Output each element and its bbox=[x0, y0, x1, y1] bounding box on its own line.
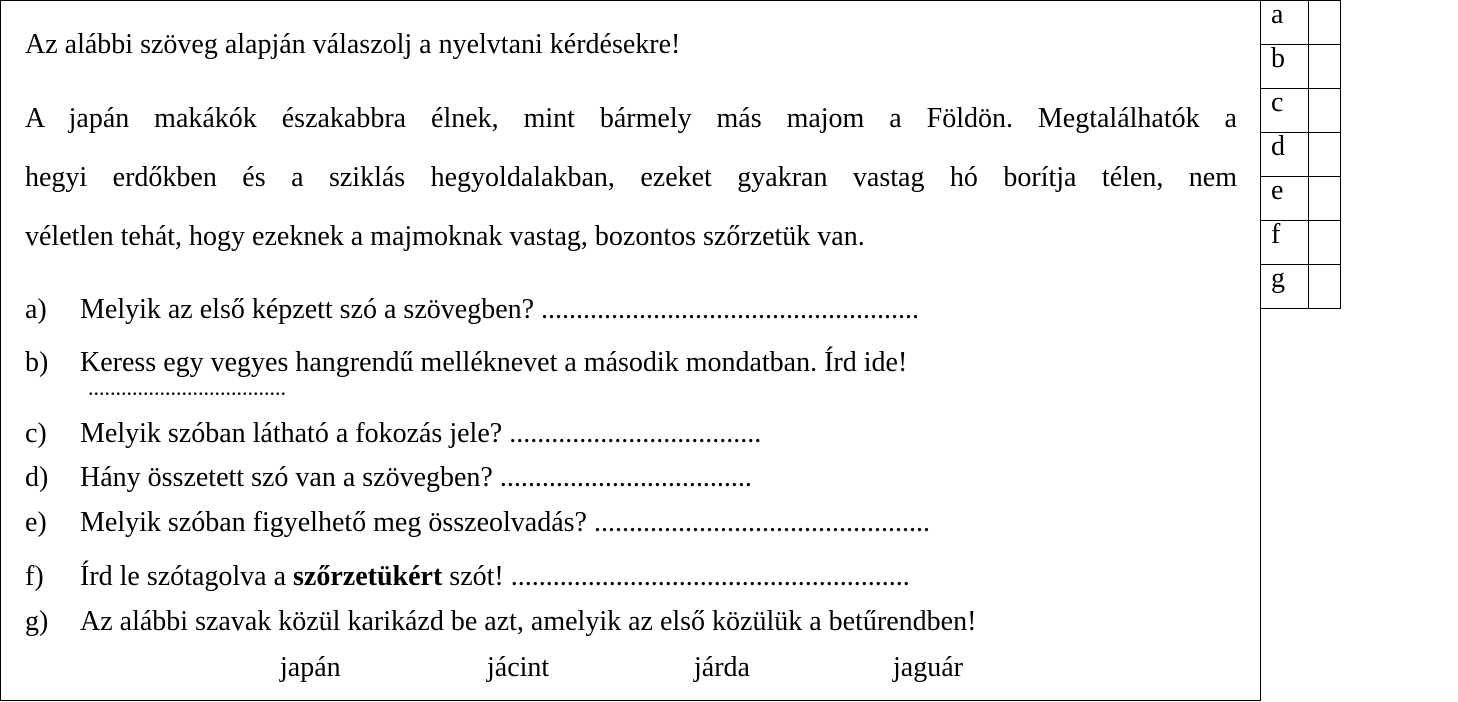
score-box-c[interactable] bbox=[1309, 89, 1341, 133]
score-letter-a: a bbox=[1261, 1, 1309, 45]
score-box-e[interactable] bbox=[1309, 177, 1341, 221]
answer-line-b[interactable]: .................................... bbox=[88, 375, 286, 400]
score-box-d[interactable] bbox=[1309, 133, 1341, 177]
question-e-text: Melyik szóban figyelhető meg összeolvadás? bbox=[80, 507, 587, 538]
question-b-text: Keress egy vegyes hangrendű melléknevet a második mondatban. Írd ide! bbox=[80, 347, 908, 378]
word-option-4[interactable]: jaguár bbox=[893, 652, 963, 683]
question-f-bold-word: szőrzetükért bbox=[293, 561, 443, 592]
word-option-1[interactable]: japán bbox=[280, 652, 341, 683]
paragraph-line-3: véletlen tehát, hogy ezeknek a majmoknak vastag, bozontos szőrzetük van. bbox=[25, 221, 865, 252]
question-b-label: b) bbox=[25, 347, 49, 378]
answer-line-d[interactable]: .................................... bbox=[499, 462, 752, 493]
score-box-g[interactable] bbox=[1309, 265, 1341, 309]
paragraph-line-1: A japán makákók északabbra élnek, mint bármely más majom a Földön. Megtalálhatók a bbox=[25, 103, 1237, 134]
question-a-text: Melyik az első képzett szó a szövegben? bbox=[80, 294, 535, 325]
question-e bbox=[80, 507, 930, 539]
question-c bbox=[80, 418, 761, 450]
score-letter-f: f bbox=[1261, 221, 1309, 265]
question-a bbox=[80, 294, 919, 326]
score-letter-g: g bbox=[1261, 265, 1309, 309]
question-c-text: Melyik szóban látható a fokozás jele? bbox=[80, 418, 503, 449]
score-row-g bbox=[1261, 265, 1341, 309]
answer-line-f[interactable]: ......................................................... bbox=[510, 561, 910, 592]
question-c-label: c) bbox=[25, 418, 47, 449]
score-row-e bbox=[1261, 177, 1341, 221]
question-d-label: d) bbox=[25, 462, 49, 493]
paragraph-line-2: hegyi erdőkben és a sziklás hegyoldalakban, ezeket gyakran vastag hó borítja télen, nem bbox=[25, 162, 1237, 193]
question-f-text-after: szót! bbox=[442, 561, 504, 592]
question-d-text: Hány összetett szó van a szövegben? bbox=[80, 462, 493, 493]
question-a-label: a) bbox=[25, 294, 47, 325]
score-box-a[interactable] bbox=[1309, 1, 1341, 45]
score-letter-c: c bbox=[1261, 89, 1309, 133]
score-box-b[interactable] bbox=[1309, 45, 1341, 89]
question-g-label: g) bbox=[25, 606, 49, 637]
answer-line-a[interactable]: ...................................................... bbox=[541, 294, 920, 325]
answer-line-c[interactable]: .................................... bbox=[509, 418, 762, 449]
score-row-d bbox=[1261, 133, 1341, 177]
question-e-label: e) bbox=[25, 507, 47, 538]
instruction-text: Az alábbi szöveg alapján válaszolj a nyelvtani kérdésekre! bbox=[25, 29, 681, 60]
score-row-b bbox=[1261, 45, 1341, 89]
answer-line-e[interactable]: ................................................ bbox=[593, 507, 930, 538]
score-row-a bbox=[1261, 1, 1341, 45]
score-letter-d: d bbox=[1261, 133, 1309, 177]
score-grid bbox=[1260, 0, 1341, 309]
question-f bbox=[80, 561, 910, 593]
question-f-label: f) bbox=[25, 561, 44, 592]
word-option-2[interactable]: jácint bbox=[487, 652, 550, 683]
score-letter-b: b bbox=[1261, 45, 1309, 89]
question-f-text-before: Írd le szótagolva a bbox=[80, 561, 294, 592]
word-option-3[interactable]: járda bbox=[694, 652, 750, 683]
score-row-c bbox=[1261, 89, 1341, 133]
question-g-text: Az alábbi szavak közül karikázd be azt, amelyik az első közülük a betűrendben! bbox=[80, 606, 977, 637]
question-d bbox=[80, 462, 752, 494]
score-box-f[interactable] bbox=[1309, 221, 1341, 265]
score-row-f bbox=[1261, 221, 1341, 265]
score-letter-e: e bbox=[1261, 177, 1309, 221]
